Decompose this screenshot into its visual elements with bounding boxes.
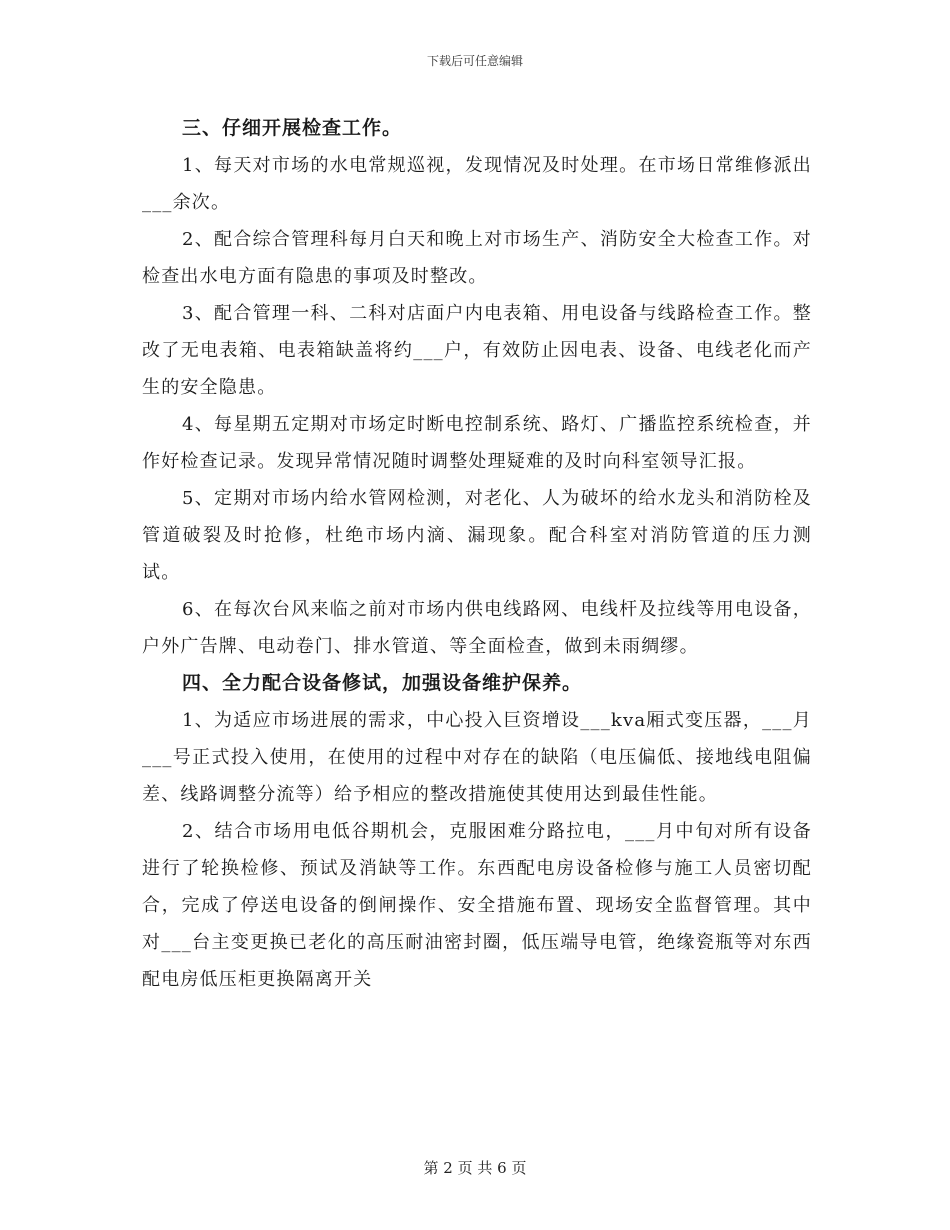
paragraph: 1、每天对市场的水电常规巡视，发现情况及时处理。在市场日常维修派出___余次。: [142, 155, 812, 213]
paragraph: 2、配合综合管理科每月白天和晚上对市场生产、消防安全大检查工作。对检查出水电方面有隐患的事项及时整改。: [142, 229, 812, 287]
paragraph: 5、定期对市场内给水管网检测，对老化、人为破坏的给水龙头和消防栓及管道破裂及时抢修，杜绝市场内滴、漏现象。配合科室对消防管道的压力测试。: [142, 488, 812, 583]
paragraph: 4、每星期五定期对市场定时断电控制系统、路灯、广播监控系统检查，并作好检查记录。发现异常情况随时调整处理疑难的及时向科室领导汇报。: [142, 414, 812, 472]
document-body: [142, 110, 812, 998]
paragraph: 1、为适应市场进展的需求，中心投入巨资增设___kva厢式变压器，___月___号正式投入使用，在使用的过程中对存在的缺陷（电压偏低、接地线电阻偏差、线路调整分流等）给予相应的整改措施使其使用达到最佳性能。: [142, 710, 812, 805]
section-title: 三、仔细开展检查工作。: [182, 117, 403, 139]
page-number: 第 2 页 共 6 页: [423, 1159, 527, 1177]
paragraph: 6、在每次台风来临之前对市场内供电线路网、电线杆及拉线等用电设备，户外广告牌、电动卷门、排水管道、等全面检查，做到未雨绸缪。: [142, 599, 812, 657]
section-4: [142, 665, 812, 998]
paragraph: 2、结合市场用电低谷期机会，克服困难分路拉电，___月中旬对所有设备进行了轮换检修、预试及消缺等工作。东西配电房设备检修与施工人员密切配合，完成了停送电设备的倒闸操作、安全措施布置、现场安全监督管理。其中对___台主变更换已老化的高压耐油密封圈，低压端导电管，绝缘瓷瓶等对东西配电房低压柜更换隔离开关: [142, 821, 812, 990]
section-title: 四、全力配合设备修试，加强设备维护保养。: [182, 672, 583, 694]
section-3: [142, 110, 812, 665]
page-header: 下载后可任意编辑: [426, 54, 523, 68]
paragraph: 3、配合管理一科、二科对店面户内电表箱、用电设备与线路检查工作。整改了无电表箱、电表箱缺盖将约___户，有效防止因电表、设备、电线老化而产生的安全隐患。: [142, 303, 812, 398]
